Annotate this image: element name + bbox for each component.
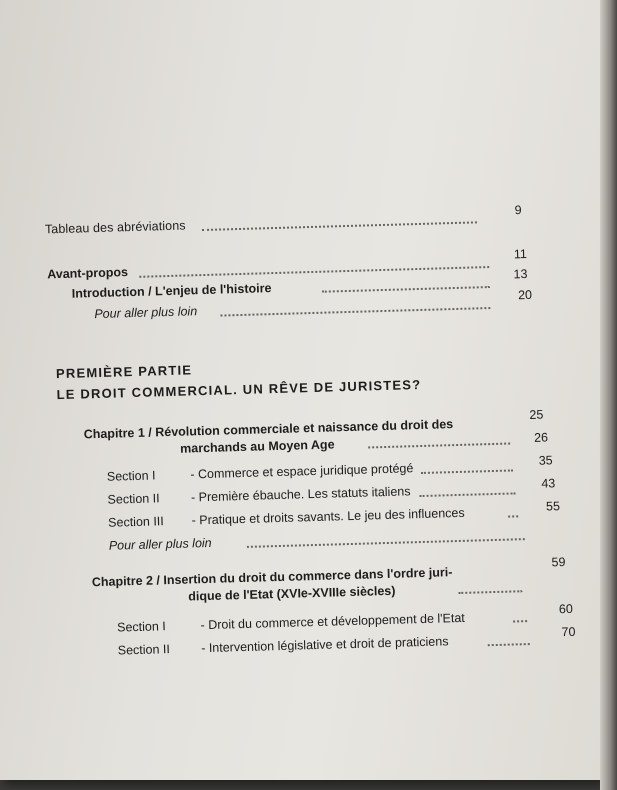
dot-leader	[458, 589, 522, 594]
toc-page-number: 26	[533, 430, 549, 445]
dot-leader	[420, 491, 516, 497]
dot-leader	[322, 285, 490, 293]
dot-leader	[139, 265, 489, 278]
chapter-title-line-2: dique de l'Etat (XVIe-XVIIIe siècles)	[188, 583, 396, 604]
section-title: - Droit du commerce et développement de l'Etat	[200, 610, 465, 633]
toc-entry-introduction	[72, 281, 272, 301]
chapter-title-line-2: marchands au Moyen Age	[179, 437, 335, 456]
toc-page-number: 43	[541, 476, 556, 491]
chapter-label: Chapitre 1 /	[83, 425, 152, 442]
toc-entry-further-reading	[94, 304, 197, 321]
toc-page-number: 70	[561, 624, 576, 640]
toc-entry-label: Introduction / L'enjeu de l'histoire	[71, 281, 272, 301]
section-label: Section I	[106, 468, 156, 484]
chapter-label: Chapitre 2 /	[91, 573, 161, 590]
toc-entry-avant-propos	[47, 265, 128, 281]
toc-entry-abbreviations	[45, 218, 186, 236]
toc-section-entry	[107, 484, 410, 506]
chapter-title-line-1: Révolution commerciale et naissance du droit des	[155, 417, 454, 440]
chapter-1-heading-line-2	[180, 436, 335, 457]
dot-leader	[202, 220, 477, 231]
toc-page-number: 20	[517, 287, 533, 303]
dot-leader	[508, 514, 518, 517]
dot-leader	[513, 619, 527, 622]
chapter-title-line-1: Insertion du droit du commerce dans l'ordre juri-	[163, 565, 453, 588]
toc-entry-label: Pour aller plus loin	[108, 535, 212, 553]
toc-page-number: 11	[513, 246, 528, 262]
dot-leader	[421, 468, 513, 474]
toc-page-number: 55	[545, 499, 561, 514]
page-edge-shadow	[600, 0, 617, 790]
toc-page-number: 25	[529, 407, 544, 422]
section-label: Section III	[107, 514, 164, 530]
dot-leader	[488, 642, 530, 646]
dot-leader	[247, 537, 525, 548]
toc-section-entry	[108, 506, 465, 530]
section-label: Section II	[107, 491, 160, 507]
toc-section-entry	[107, 461, 414, 484]
toc-page-number: 9	[514, 203, 522, 218]
dot-leader	[220, 306, 490, 317]
toc-entry-label: Tableau des abréviations	[44, 218, 186, 237]
section-title: - Première ébauche. Les statuts italiens	[190, 484, 411, 505]
toc-entry-label: Avant-propos	[47, 265, 129, 282]
section-title: - Intervention législative et droit de praticiens	[201, 634, 449, 656]
section-label: Section II	[117, 642, 171, 658]
section-title: - Pratique et droits savants. Le jeu des influences	[191, 505, 465, 528]
toc-page-number: 35	[538, 453, 553, 468]
toc-page-number: 13	[513, 266, 528, 282]
toc-entry-label: Pour aller plus loin	[94, 304, 198, 322]
part-label: PREMIÈRE PARTIE	[55, 362, 193, 382]
section-label: Section I	[116, 619, 166, 635]
toc-entry-further-reading	[109, 536, 212, 553]
part-title: LE DROIT COMMERCIAL. UN RÊVE DE JURISTES?	[56, 376, 422, 403]
toc-page-number: 59	[551, 555, 566, 570]
toc-section-entry	[118, 634, 449, 657]
section-title: - Commerce et espace juridique protégé	[190, 461, 414, 482]
toc-page-number: 60	[558, 601, 573, 617]
toc-section-entry	[117, 611, 465, 635]
dot-leader	[368, 442, 510, 449]
